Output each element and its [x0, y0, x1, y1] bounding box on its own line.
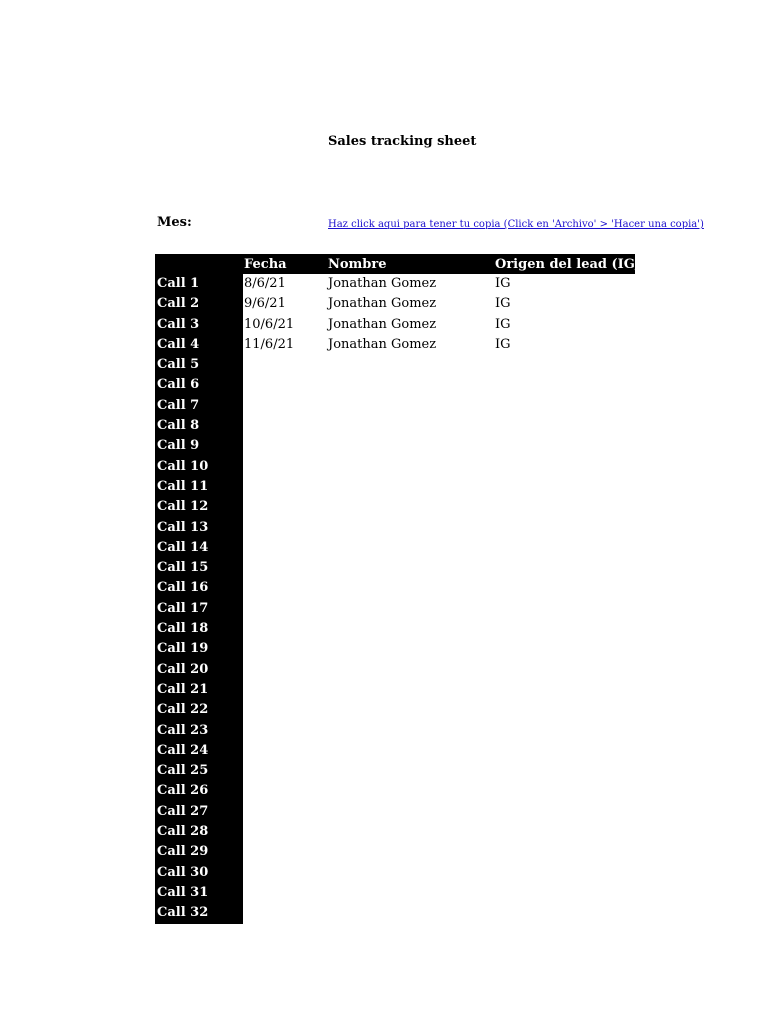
fecha-cell[interactable] — [244, 599, 327, 619]
row-label[interactable]: Call 18 — [155, 619, 243, 639]
fecha-cell[interactable]: 11/6/21 — [244, 336, 295, 352]
origen-cell[interactable] — [495, 842, 635, 862]
fecha-cell[interactable] — [244, 396, 327, 416]
fecha-cell[interactable] — [244, 660, 327, 680]
origen-cell[interactable] — [495, 477, 635, 497]
origen-cell[interactable] — [495, 903, 635, 923]
table-row — [155, 477, 635, 497]
nombre-cell[interactable] — [328, 518, 494, 538]
row-label[interactable]: Call 27 — [155, 802, 243, 822]
table-header-row — [155, 254, 664, 274]
nombre-cell[interactable] — [328, 375, 494, 395]
nombre-cell[interactable] — [328, 578, 494, 598]
origen-cell[interactable] — [495, 518, 635, 538]
origen-cell[interactable] — [495, 436, 635, 456]
table-row — [155, 315, 635, 335]
table-row — [155, 639, 635, 659]
nombre-cell[interactable] — [328, 619, 494, 639]
row-label[interactable]: Call 6 — [155, 375, 243, 395]
row-label[interactable]: Call 8 — [155, 416, 243, 436]
table-row — [155, 842, 635, 862]
fecha-cell[interactable] — [244, 781, 327, 801]
nombre-cell[interactable] — [328, 903, 494, 923]
origen-cell[interactable] — [495, 802, 635, 822]
month-label: Mes: — [157, 215, 192, 230]
table-row — [155, 903, 635, 923]
row-label[interactable]: Call 3 — [155, 315, 243, 335]
table-row — [155, 599, 635, 619]
row-label[interactable]: Call 17 — [155, 599, 243, 619]
origen-cell[interactable] — [495, 416, 635, 436]
origen-cell[interactable] — [495, 558, 635, 578]
nombre-cell[interactable] — [328, 700, 494, 720]
fecha-cell[interactable]: 9/6/21 — [244, 296, 286, 312]
table-row — [155, 294, 635, 314]
nombre-cell[interactable] — [328, 680, 494, 700]
fecha-cell[interactable] — [244, 903, 327, 923]
row-label[interactable]: Call 12 — [155, 497, 243, 517]
origen-cell[interactable]: IG — [495, 316, 511, 332]
nombre-cell[interactable]: Jonathan Gomez — [328, 296, 437, 312]
fecha-cell[interactable] — [244, 700, 327, 720]
row-label[interactable]: Call 5 — [155, 355, 243, 375]
table-row — [155, 416, 635, 436]
nombre-cell[interactable] — [328, 639, 494, 659]
origen-cell[interactable] — [495, 355, 635, 375]
sales-tracking-table — [155, 254, 664, 924]
fecha-cell[interactable] — [244, 822, 327, 842]
table-row — [155, 700, 635, 720]
nombre-cell[interactable] — [328, 436, 494, 456]
table-row — [155, 802, 635, 822]
nombre-cell[interactable] — [328, 477, 494, 497]
header-nombre: Nombre — [328, 257, 387, 272]
row-label[interactable]: Call 20 — [155, 660, 243, 680]
row-label[interactable]: Call 16 — [155, 578, 243, 598]
nombre-cell[interactable] — [328, 355, 494, 375]
nombre-cell[interactable] — [328, 660, 494, 680]
row-label[interactable]: Call 13 — [155, 518, 243, 538]
fecha-cell[interactable] — [244, 477, 327, 497]
table-body — [155, 274, 635, 924]
row-label[interactable]: Call 32 — [155, 903, 243, 923]
row-label[interactable]: Call 4 — [155, 335, 243, 355]
row-label[interactable]: Call 24 — [155, 741, 243, 761]
origen-cell[interactable] — [495, 680, 635, 700]
row-label[interactable]: Call 14 — [155, 538, 243, 558]
origen-cell[interactable] — [495, 660, 635, 680]
row-label[interactable]: Call 2 — [155, 294, 243, 314]
table-row — [155, 436, 635, 456]
row-label[interactable]: Call 21 — [155, 680, 243, 700]
fecha-cell[interactable]: 8/6/21 — [244, 276, 286, 291]
table-row — [155, 457, 635, 477]
origen-cell[interactable]: IG — [495, 276, 511, 291]
row-label[interactable]: Call 11 — [155, 477, 243, 497]
origen-cell[interactable] — [495, 619, 635, 639]
nombre-cell[interactable] — [328, 599, 494, 619]
table-row — [155, 375, 635, 395]
header-origen: Origen del lead (IG, FB — [495, 257, 664, 272]
table-row — [155, 741, 635, 761]
nombre-cell[interactable] — [328, 497, 494, 517]
table-row — [155, 558, 635, 578]
page-title: Sales tracking sheet — [328, 134, 477, 149]
fecha-cell[interactable] — [244, 538, 327, 558]
row-label[interactable]: Call 28 — [155, 822, 243, 842]
nombre-cell[interactable] — [328, 741, 494, 761]
nombre-cell[interactable] — [328, 538, 494, 558]
row-label[interactable]: Call 26 — [155, 781, 243, 801]
origen-cell[interactable] — [495, 538, 635, 558]
fecha-cell[interactable] — [244, 883, 327, 903]
table-row — [155, 883, 635, 903]
table-row — [155, 355, 635, 375]
fecha-cell[interactable] — [244, 497, 327, 517]
nombre-cell[interactable] — [328, 802, 494, 822]
table-row — [155, 660, 635, 680]
fecha-cell[interactable]: 10/6/21 — [244, 316, 295, 332]
fecha-cell[interactable] — [244, 558, 327, 578]
row-label[interactable]: Call 22 — [155, 700, 243, 720]
fecha-cell[interactable] — [244, 741, 327, 761]
nombre-cell[interactable] — [328, 396, 494, 416]
origen-cell[interactable]: IG — [495, 336, 511, 352]
row-label[interactable]: Call 15 — [155, 558, 243, 578]
fecha-cell[interactable] — [244, 457, 327, 477]
row-label[interactable]: Call 19 — [155, 639, 243, 659]
fecha-cell[interactable] — [244, 680, 327, 700]
row-label[interactable]: Call 25 — [155, 761, 243, 781]
table-row — [155, 863, 635, 883]
table-row — [155, 578, 635, 598]
table-row — [155, 497, 635, 517]
origen-cell[interactable] — [495, 883, 635, 903]
fecha-cell[interactable] — [244, 375, 327, 395]
nombre-cell[interactable]: Jonathan Gomez — [328, 276, 437, 291]
fecha-cell[interactable] — [244, 721, 327, 741]
table-row — [155, 822, 635, 842]
origen-cell[interactable] — [495, 578, 635, 598]
origen-cell[interactable] — [495, 396, 635, 416]
row-label[interactable]: Call 7 — [155, 396, 243, 416]
nombre-cell[interactable] — [328, 457, 494, 477]
fecha-cell[interactable] — [244, 802, 327, 822]
origen-cell[interactable] — [495, 497, 635, 517]
fecha-cell[interactable] — [244, 639, 327, 659]
origen-cell[interactable] — [495, 457, 635, 477]
table-row — [155, 396, 635, 416]
table-row — [155, 761, 635, 781]
nombre-cell[interactable] — [328, 781, 494, 801]
table-row — [155, 274, 635, 294]
nombre-cell[interactable] — [328, 883, 494, 903]
origen-cell[interactable]: IG — [495, 296, 511, 312]
table-row — [155, 680, 635, 700]
row-label[interactable]: Call 30 — [155, 863, 243, 883]
row-label[interactable]: Call 1 — [155, 274, 243, 294]
nombre-cell[interactable] — [328, 842, 494, 862]
origen-cell[interactable] — [495, 639, 635, 659]
table-row — [155, 335, 635, 355]
origen-cell[interactable] — [495, 599, 635, 619]
row-label[interactable]: Call 31 — [155, 883, 243, 903]
fecha-cell[interactable] — [244, 863, 327, 883]
origen-cell[interactable] — [495, 781, 635, 801]
nombre-cell[interactable]: Jonathan Gomez — [328, 316, 437, 332]
origen-cell[interactable] — [495, 375, 635, 395]
table-row — [155, 538, 635, 558]
table-row — [155, 721, 635, 741]
fecha-cell[interactable] — [244, 416, 327, 436]
fecha-cell[interactable] — [244, 436, 327, 456]
nombre-cell[interactable] — [328, 863, 494, 883]
row-label[interactable]: Call 23 — [155, 721, 243, 741]
make-copy-link[interactable]: Haz click aqui para tener tu copia (Click en 'Archivo' > 'Hacer una copia') — [328, 219, 704, 230]
fecha-cell[interactable] — [244, 355, 327, 375]
row-label[interactable]: Call 10 — [155, 457, 243, 477]
nombre-cell[interactable] — [328, 416, 494, 436]
origen-cell[interactable] — [495, 863, 635, 883]
row-label[interactable]: Call 9 — [155, 436, 243, 456]
nombre-cell[interactable] — [328, 761, 494, 781]
origen-cell[interactable] — [495, 721, 635, 741]
fecha-cell[interactable] — [244, 842, 327, 862]
fecha-cell[interactable] — [244, 619, 327, 639]
header-fecha: Fecha — [244, 257, 287, 272]
fecha-cell[interactable] — [244, 578, 327, 598]
row-label[interactable]: Call 29 — [155, 842, 243, 862]
origen-cell[interactable] — [495, 741, 635, 761]
table-row — [155, 518, 635, 538]
table-row — [155, 619, 635, 639]
fecha-cell[interactable] — [244, 761, 327, 781]
header-row-label — [155, 254, 243, 274]
origen-cell[interactable] — [495, 761, 635, 781]
fecha-cell[interactable] — [244, 518, 327, 538]
nombre-cell[interactable] — [328, 721, 494, 741]
nombre-cell[interactable] — [328, 558, 494, 578]
nombre-cell[interactable]: Jonathan Gomez — [328, 336, 437, 352]
table-row — [155, 781, 635, 801]
nombre-cell[interactable] — [328, 822, 494, 842]
origen-cell[interactable] — [495, 822, 635, 842]
origen-cell[interactable] — [495, 700, 635, 720]
